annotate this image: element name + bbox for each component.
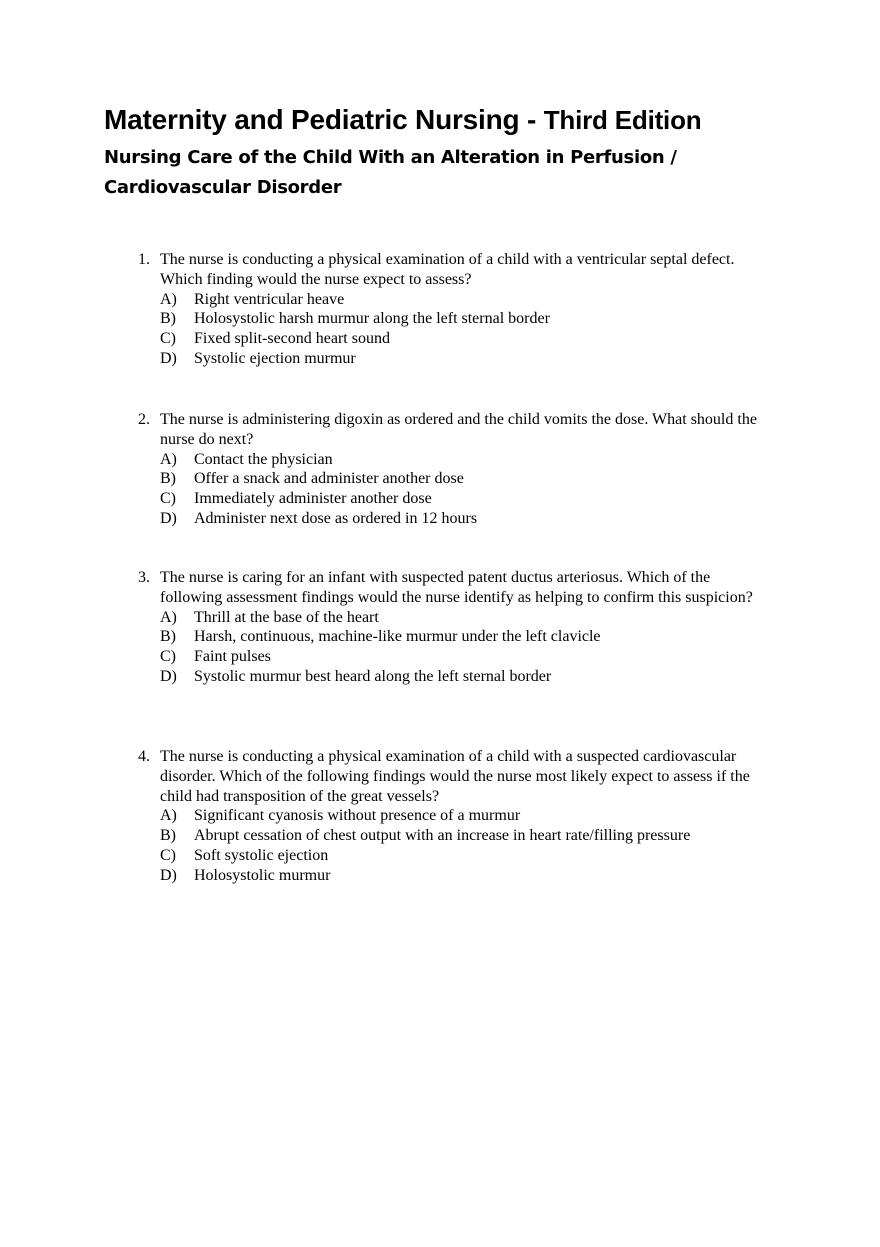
option-letter: C) (160, 648, 176, 666)
answer-option (138, 349, 763, 369)
option-letter: C) (160, 846, 176, 864)
option-letter: A) (160, 450, 177, 468)
title-main: Maternity and Pediatric Nursing - (104, 104, 544, 135)
option-letter: D) (160, 349, 177, 367)
answer-option (138, 290, 763, 310)
title-edition: Third Edition (543, 105, 702, 135)
option-text: Contact the physician (194, 450, 333, 468)
question-stem (138, 250, 763, 290)
answer-option (138, 866, 763, 886)
question-number: 4. (138, 748, 150, 765)
option-letter: D) (160, 667, 177, 685)
option-text: Thrill at the base of the heart (194, 608, 379, 626)
answer-option (138, 608, 763, 628)
option-text: Offer a snack and administer another dose (194, 470, 464, 488)
question-text: The nurse is caring for an infant with suspected patent ductus arteriosus. Which of the following assessment findings would the nurse identify as helping to confirm this suspicion? (160, 569, 753, 606)
option-text: Abrupt cessation of chest output with an increase in heart rate/filling pressure (194, 827, 691, 845)
answer-option (138, 846, 763, 866)
option-letter: C) (160, 330, 176, 348)
answer-option (138, 489, 763, 509)
question-text: The nurse is conducting a physical examination of a child with a ventricular septal defect. Which finding would the nurse expect to assess? (160, 251, 735, 288)
question-number: 1. (138, 251, 150, 268)
answer-option (138, 450, 763, 470)
option-text: Fixed split-second heart sound (194, 330, 390, 348)
question-text: The nurse is administering digoxin as ordered and the child vomits the dose. What should the nurse do next? (160, 411, 757, 448)
chapter-subtitle-line1: Nursing Care of the Child With an Alteration in Perfusion / (104, 147, 677, 168)
answer-option (138, 309, 763, 329)
question-number: 3. (138, 569, 150, 586)
question-text: The nurse is conducting a physical examination of a child with a suspected cardiovascular disorder. Which of the following findings would the nurse most likely expect to assess if the child had transposition of the great vessels? (160, 748, 750, 805)
option-letter: C) (160, 490, 176, 508)
option-text: Harsh, continuous, machine-like murmur under the left clavicle (194, 628, 601, 646)
option-letter: D) (160, 509, 177, 527)
answer-option (138, 509, 763, 529)
option-text: Faint pulses (194, 648, 271, 666)
option-letter: B) (160, 310, 176, 328)
answer-option (138, 469, 763, 489)
question-item (138, 410, 763, 529)
answer-option (138, 647, 763, 667)
option-text: Administer next dose as ordered in 12 hours (194, 509, 478, 527)
option-letter: D) (160, 866, 177, 884)
option-letter: A) (160, 807, 177, 825)
answer-option (138, 329, 763, 349)
option-letter: A) (160, 290, 177, 308)
option-letter: A) (160, 608, 177, 626)
question-item (138, 250, 763, 369)
question-stem (138, 747, 763, 806)
option-text: Soft systolic ejection (194, 846, 329, 864)
document-title (104, 104, 701, 136)
question-item (138, 568, 763, 687)
question-stem (138, 568, 763, 608)
option-text: Systolic ejection murmur (194, 349, 356, 367)
option-text: Significant cyanosis without presence of a murmur (194, 807, 521, 825)
answer-option (138, 667, 763, 687)
option-text: Immediately administer another dose (194, 490, 432, 508)
answer-option (138, 627, 763, 647)
option-text: Holosystolic murmur (194, 866, 331, 884)
question-stem (138, 410, 763, 450)
option-text: Right ventricular heave (194, 290, 345, 308)
question-number: 2. (138, 411, 150, 428)
option-text: Holosystolic harsh murmur along the left sternal border (194, 310, 550, 328)
option-letter: B) (160, 470, 176, 488)
chapter-subtitle-line2: Cardiovascular Disorder (104, 177, 342, 198)
answer-option (138, 826, 763, 846)
option-text: Systolic murmur best heard along the left sternal border (194, 667, 552, 685)
question-item (138, 747, 763, 886)
option-letter: B) (160, 827, 176, 845)
answer-option (138, 806, 763, 826)
option-letter: B) (160, 628, 176, 646)
